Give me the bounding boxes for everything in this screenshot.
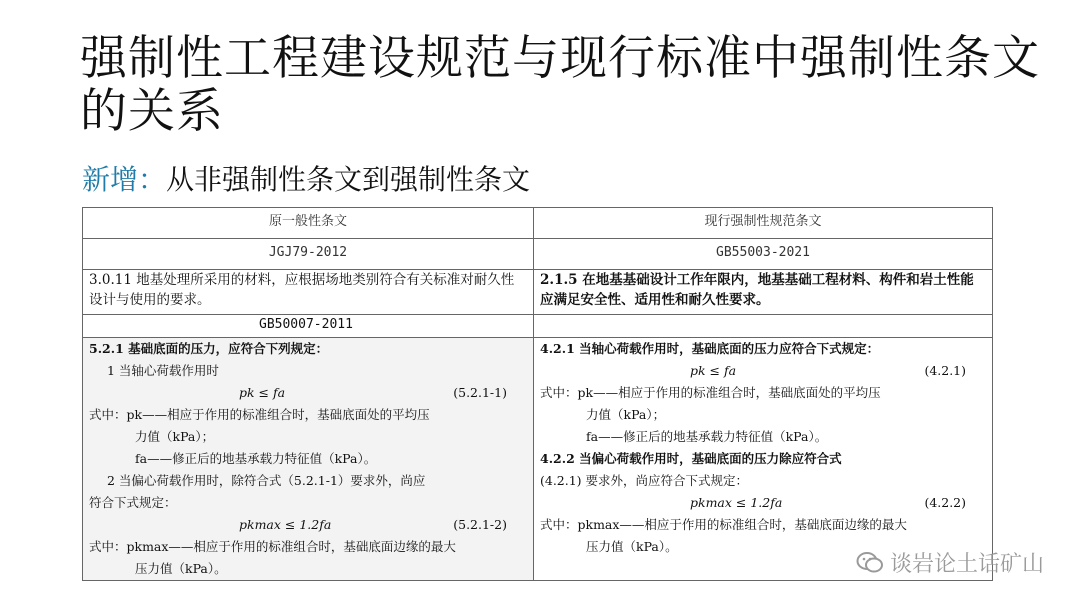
scan-line: 式中：pkmax——相应于作用的标准组合时，基础底面边缘的最大 <box>89 539 456 554</box>
formula-expr: pkmax ≤ 1.2fa <box>690 495 783 510</box>
scan-line: 力值（kPa）； <box>135 429 215 444</box>
code-cell-right: GB55003-2021 <box>534 239 993 270</box>
clause-row <box>83 270 993 315</box>
scan-excerpt-right <box>540 338 986 558</box>
scan-line: 4.2.2 当偏心荷载作用时，基础底面的压力除应符合式 <box>540 451 842 466</box>
formula-expr: pk ≤ fa <box>690 363 737 378</box>
scan-formula <box>89 382 527 404</box>
subtitle <box>82 162 530 198</box>
code-row <box>83 239 993 270</box>
subtitle-text: 从非强制性条文到强制性条文 <box>166 163 531 196</box>
wechat-icon <box>856 551 884 575</box>
scan-line: 压力值（kPa）。 <box>135 561 227 576</box>
clause-cell-left: 3.0.11 地基处理所采用的材料，应根据场地类别符合有关标准对耐久性设计与使用的要求。 <box>83 270 534 315</box>
code-cell-left: JGJ79-2012 <box>83 239 534 270</box>
watermark <box>856 547 1044 578</box>
scan-cell-right <box>534 338 993 581</box>
scan-line: 式中：pkmax——相应于作用的标准组合时，基础底面边缘的最大 <box>540 517 907 532</box>
scan-line: 2 当偏心荷载作用时，除符合式（5.2.1-1）要求外，尚应 <box>107 473 426 488</box>
scan-line: 式中：pk——相应于作用的标准组合时，基础底面处的平均压 <box>540 385 881 400</box>
scan-line: 力值（kPa）； <box>586 407 666 422</box>
scan-formula <box>540 360 986 382</box>
scan-formula <box>540 492 986 514</box>
header-cell-original: 原一般性条文 <box>83 208 534 239</box>
scan-line: (4.2.1) 要求外，尚应符合下式规定： <box>540 473 749 488</box>
scan-line: 4.2.1 当轴心荷载作用时，基础底面的压力应符合下式规定： <box>540 341 880 356</box>
formula-number: (5.2.1-2) <box>453 517 507 532</box>
header-cell-current: 现行强制性规范条文 <box>534 208 993 239</box>
formula-number: (4.2.1) <box>924 363 966 378</box>
clause-cell-right: 2.1.5 在地基基础设计工作年限内，地基基础工程材料、构件和岩土性能应满足安全性、适用性和耐久性要求。 <box>534 270 993 315</box>
scan-line: fa——修正后的地基承载力特征值（kPa）。 <box>586 429 828 444</box>
formula-number: (4.2.2) <box>924 495 966 510</box>
comparison-table <box>82 207 993 581</box>
subtitle-label: 新增： <box>82 163 167 196</box>
standard-row <box>83 315 993 338</box>
scan-formula <box>89 514 527 536</box>
page-title: 强制性工程建设规范与现行标准中强制性条文的关系 <box>80 31 1040 139</box>
standard-cell-right <box>534 315 993 338</box>
scan-line: 5.2.1 基础底面的压力，应符合下列规定： <box>89 341 329 356</box>
formula-expr: pk ≤ fa <box>239 385 286 400</box>
formula-expr: pkmax ≤ 1.2fa <box>239 517 332 532</box>
scan-line: fa——修正后的地基承载力特征值（kPa）。 <box>135 451 377 466</box>
scan-line: 式中：pk——相应于作用的标准组合时，基础底面处的平均压 <box>89 407 430 422</box>
scan-row <box>83 338 993 581</box>
scan-excerpt-left <box>89 338 527 580</box>
watermark-text: 谈岩论土话矿山 <box>889 552 1044 577</box>
formula-number: (5.2.1-1) <box>453 385 507 400</box>
scan-line: 1 当轴心荷载作用时 <box>107 363 219 378</box>
header-row <box>83 208 993 239</box>
scan-cell-left <box>83 338 534 581</box>
standard-code: GB50007-2011 <box>259 317 353 332</box>
scan-line: 符合下式规定： <box>89 495 177 510</box>
standard-cell-left <box>83 315 534 338</box>
scan-line: 压力值（kPa）。 <box>586 539 678 554</box>
